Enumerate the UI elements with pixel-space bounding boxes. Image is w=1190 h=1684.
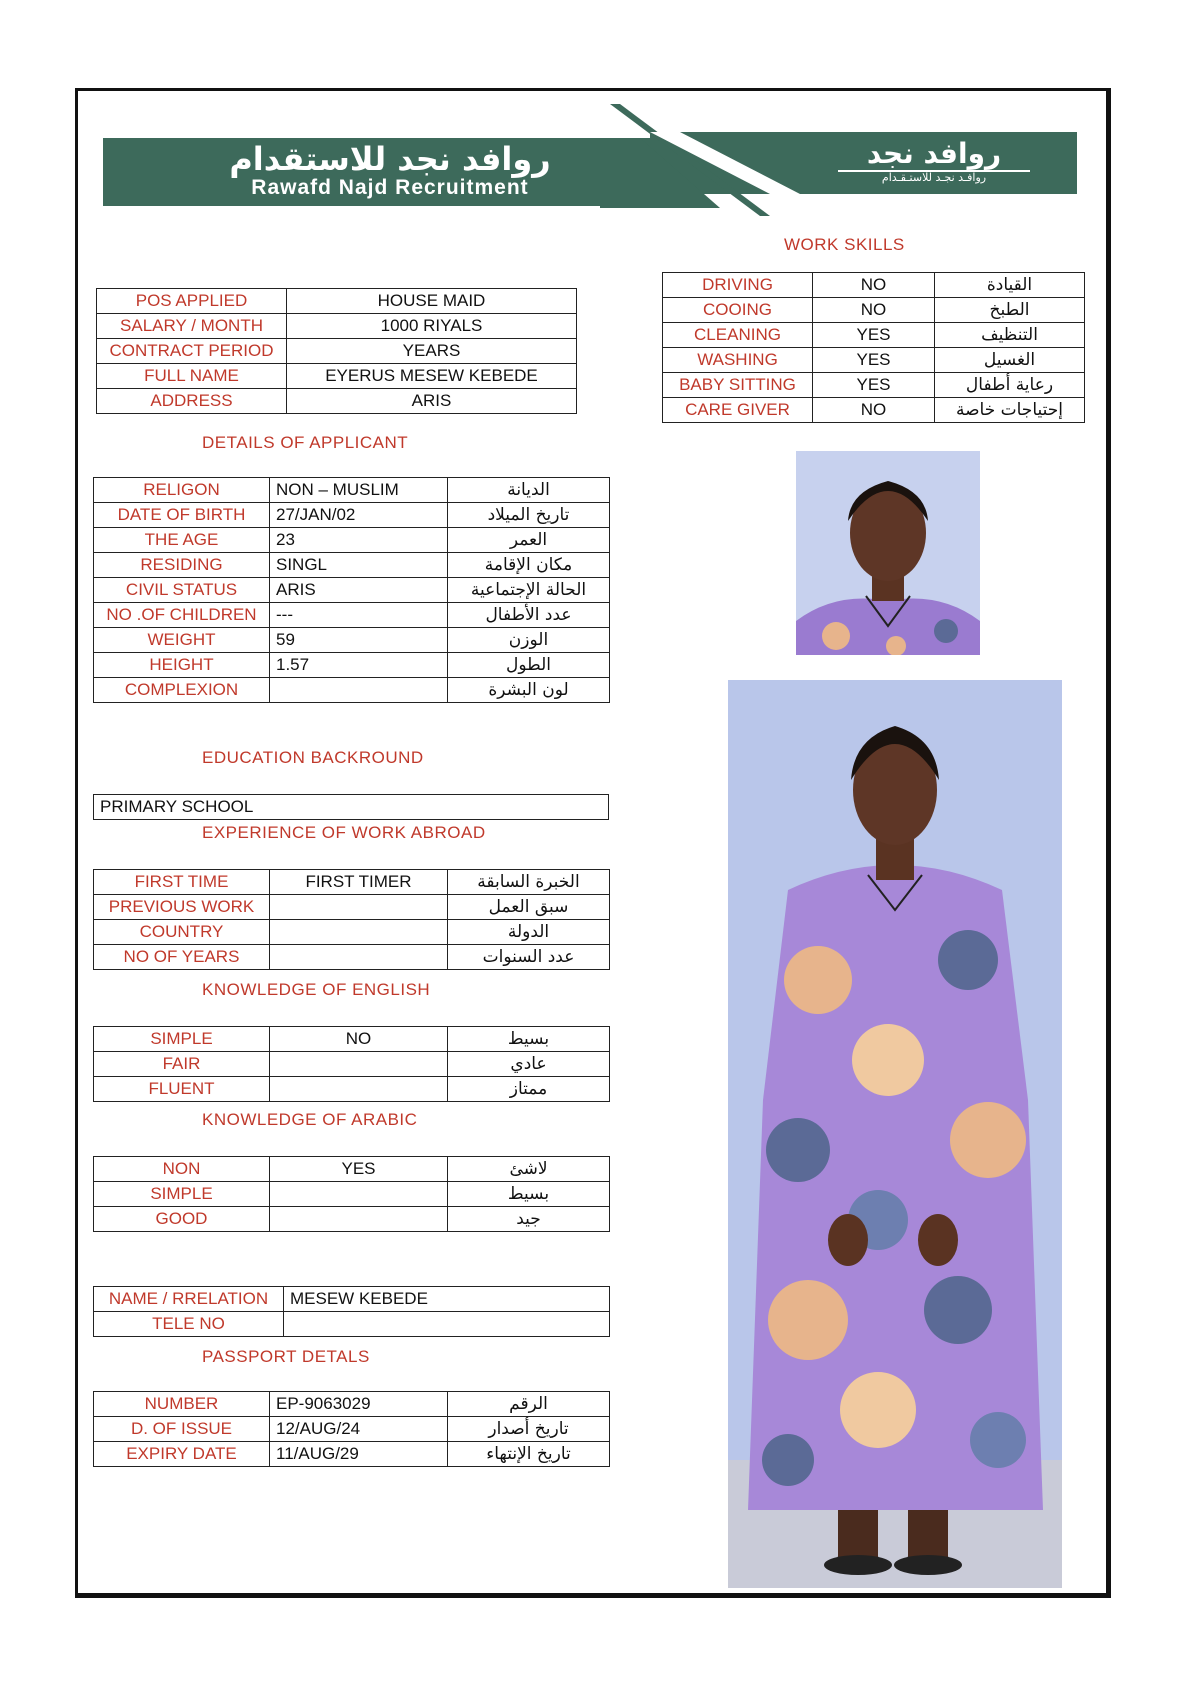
applicant-value: --- xyxy=(270,603,448,628)
applicant-label: NO .OF CHILDREN xyxy=(94,603,270,628)
work-skills-row xyxy=(663,373,1085,398)
work-skills-arabic-label: القيادة xyxy=(935,273,1085,298)
experience-arabic-label: سبق العمل xyxy=(448,895,610,920)
position-label: ADDRESS xyxy=(97,389,287,414)
passport-arabic-label: تاريخ أصدار xyxy=(448,1417,610,1442)
work-skills-label: COOING xyxy=(663,298,813,323)
applicant-arabic-label: عدد الأطفال xyxy=(448,603,610,628)
experience-heading: EXPERIENCE OF WORK ABROAD xyxy=(202,823,486,842)
position-row xyxy=(97,339,577,364)
applicant-value: SINGL xyxy=(270,553,448,578)
relation-table xyxy=(93,1286,610,1337)
company-title-arabic: روافد نجد للاستقدام xyxy=(229,140,551,178)
company-logo xyxy=(826,137,1042,189)
passport-value: 12/AUG/24 xyxy=(270,1417,448,1442)
applicant-row xyxy=(94,628,610,653)
passport-arabic-label: الرقم xyxy=(448,1392,610,1417)
work-skills-label: WASHING xyxy=(663,348,813,373)
arabic-label: GOOD xyxy=(94,1207,270,1232)
work-skills-arabic-label: الطبخ xyxy=(935,298,1085,323)
work-skills-table xyxy=(662,272,1085,423)
arabic-arabic-label: بسيط xyxy=(448,1182,610,1207)
applicant-heading: DETAILS OF APPLICANT xyxy=(202,433,409,452)
applicant-label: THE AGE xyxy=(94,528,270,553)
applicant-value: ARIS xyxy=(270,578,448,603)
relation-label: NAME / RRELATION xyxy=(94,1287,284,1312)
arabic-table xyxy=(93,1156,610,1232)
english-label: FLUENT xyxy=(94,1077,270,1102)
applicant-value: 59 xyxy=(270,628,448,653)
applicant-value xyxy=(270,678,448,703)
applicant-row xyxy=(94,603,610,628)
relation-row xyxy=(94,1287,610,1312)
arabic-row xyxy=(94,1207,610,1232)
applicant-label: RELIGON xyxy=(94,478,270,503)
passport-row xyxy=(94,1392,610,1417)
english-value xyxy=(270,1052,448,1077)
relation-value xyxy=(284,1312,610,1337)
logo-subtext: روافـد نجـد للاستـقـدام xyxy=(881,171,987,184)
applicant-label: DATE OF BIRTH xyxy=(94,503,270,528)
full-body-photo xyxy=(728,680,1062,1588)
english-row xyxy=(94,1077,610,1102)
passport-heading: PASSPORT DETALS xyxy=(202,1347,370,1366)
applicant-row xyxy=(94,478,610,503)
position-table xyxy=(96,288,577,414)
work-skills-label: CLEANING xyxy=(663,323,813,348)
applicant-row xyxy=(94,678,610,703)
arabic-value: YES xyxy=(270,1157,448,1182)
experience-row xyxy=(94,895,610,920)
work-skills-arabic-label: الغسيل xyxy=(935,348,1085,373)
applicant-arabic-label: لون البشرة xyxy=(448,678,610,703)
experience-row xyxy=(94,870,610,895)
work-skills-row xyxy=(663,298,1085,323)
applicant-arabic-label: الديانة xyxy=(448,478,610,503)
position-label: CONTRACT PERIOD xyxy=(97,339,287,364)
work-skills-row xyxy=(663,348,1085,373)
experience-label: NO OF YEARS xyxy=(94,945,270,970)
applicant-row xyxy=(94,578,610,603)
applicant-row xyxy=(94,503,610,528)
english-table xyxy=(93,1026,610,1102)
experience-arabic-label: عدد السنوات xyxy=(448,945,610,970)
applicant-label: HEIGHT xyxy=(94,653,270,678)
experience-value xyxy=(270,945,448,970)
english-heading: KNOWLEDGE OF ENGLISH xyxy=(202,980,431,999)
passport-label: NUMBER xyxy=(94,1392,270,1417)
passport-label: D. OF ISSUE xyxy=(94,1417,270,1442)
logo-text: روافد نجد xyxy=(866,137,1002,170)
work-skills-arabic-label: التنظيف xyxy=(935,323,1085,348)
passport-label: EXPIRY DATE xyxy=(94,1442,270,1467)
passport-arabic-label: تاريخ الإنتهاء xyxy=(448,1442,610,1467)
experience-arabic-label: الدولة xyxy=(448,920,610,945)
arabic-value xyxy=(270,1207,448,1232)
work-skills-row xyxy=(663,273,1085,298)
position-value: HOUSE MAID xyxy=(287,289,577,314)
position-row xyxy=(97,289,577,314)
applicant-table xyxy=(93,477,610,703)
passport-row xyxy=(94,1417,610,1442)
arabic-label: SIMPLE xyxy=(94,1182,270,1207)
arabic-value xyxy=(270,1182,448,1207)
position-value: EYERUS MESEW KEBEDE xyxy=(287,364,577,389)
applicant-arabic-label: العمر xyxy=(448,528,610,553)
position-label: SALARY / MONTH xyxy=(97,314,287,339)
work-skills-label: CARE GIVER xyxy=(663,398,813,423)
work-skills-value: YES xyxy=(813,323,935,348)
position-row xyxy=(97,389,577,414)
education-value: PRIMARY SCHOOL xyxy=(94,795,609,820)
english-arabic-label: بسيط xyxy=(448,1027,610,1052)
experience-row xyxy=(94,945,610,970)
position-value: YEARS xyxy=(287,339,577,364)
work-skills-row xyxy=(663,323,1085,348)
english-label: SIMPLE xyxy=(94,1027,270,1052)
applicant-arabic-label: الطول xyxy=(448,653,610,678)
english-value xyxy=(270,1077,448,1102)
relation-value: MESEW KEBEDE xyxy=(284,1287,610,1312)
applicant-value: 23 xyxy=(270,528,448,553)
work-skills-label: DRIVING xyxy=(663,273,813,298)
arabic-row xyxy=(94,1157,610,1182)
experience-row xyxy=(94,920,610,945)
position-label: POS APPLIED xyxy=(97,289,287,314)
portrait-photo xyxy=(796,451,980,655)
work-skills-label: BABY SITTING xyxy=(663,373,813,398)
position-row xyxy=(97,364,577,389)
applicant-label: COMPLEXION xyxy=(94,678,270,703)
arabic-arabic-label: لاشئ xyxy=(448,1157,610,1182)
experience-value xyxy=(270,895,448,920)
applicant-label: CIVIL STATUS xyxy=(94,578,270,603)
education-heading: EDUCATION BACKROUND xyxy=(202,748,424,767)
work-skills-heading: WORK SKILLS xyxy=(784,235,905,254)
applicant-label: RESIDING xyxy=(94,553,270,578)
arabic-row xyxy=(94,1182,610,1207)
work-skills-row xyxy=(663,398,1085,423)
applicant-value: 1.57 xyxy=(270,653,448,678)
applicant-row xyxy=(94,653,610,678)
passport-value: 11/AUG/29 xyxy=(270,1442,448,1467)
education-table xyxy=(93,794,609,820)
experience-table xyxy=(93,869,610,970)
applicant-value: 27/JAN/02 xyxy=(270,503,448,528)
experience-label: FIRST TIME xyxy=(94,870,270,895)
english-arabic-label: عادي xyxy=(448,1052,610,1077)
arabic-label: NON xyxy=(94,1157,270,1182)
position-row xyxy=(97,314,577,339)
position-value: 1000 RIYALS xyxy=(287,314,577,339)
english-row xyxy=(94,1027,610,1052)
applicant-arabic-label: تاريخ الميلاد xyxy=(448,503,610,528)
experience-label: PREVIOUS WORK xyxy=(94,895,270,920)
work-skills-value: NO xyxy=(813,398,935,423)
applicant-row xyxy=(94,528,610,553)
relation-row xyxy=(94,1312,610,1337)
passport-table xyxy=(93,1391,610,1467)
work-skills-value: NO xyxy=(813,298,935,323)
arabic-heading: KNOWLEDGE OF ARABIC xyxy=(202,1110,418,1129)
position-label: FULL NAME xyxy=(97,364,287,389)
work-skills-arabic-label: رعاية أطفال xyxy=(935,373,1085,398)
work-skills-value: YES xyxy=(813,348,935,373)
english-label: FAIR xyxy=(94,1052,270,1077)
company-title-english: Rawafd Najd Recruitment xyxy=(251,176,529,199)
arabic-arabic-label: جيد xyxy=(448,1207,610,1232)
english-arabic-label: ممتاز xyxy=(448,1077,610,1102)
work-skills-value: NO xyxy=(813,273,935,298)
passport-row xyxy=(94,1442,610,1467)
applicant-label: WEIGHT xyxy=(94,628,270,653)
applicant-arabic-label: الحالة الإجتماعية xyxy=(448,578,610,603)
english-row xyxy=(94,1052,610,1077)
work-skills-value: YES xyxy=(813,373,935,398)
work-skills-arabic-label: إحتياجات خاصة xyxy=(935,398,1085,423)
english-value: NO xyxy=(270,1027,448,1052)
applicant-row xyxy=(94,553,610,578)
applicant-arabic-label: مكان الإقامة xyxy=(448,553,610,578)
position-value: ARIS xyxy=(287,389,577,414)
experience-label: COUNTRY xyxy=(94,920,270,945)
passport-value: EP-9063029 xyxy=(270,1392,448,1417)
experience-arabic-label: الخبرة السابقة xyxy=(448,870,610,895)
relation-label: TELE NO xyxy=(94,1312,284,1337)
applicant-value: NON – MUSLIM xyxy=(270,478,448,503)
applicant-arabic-label: الوزن xyxy=(448,628,610,653)
experience-value xyxy=(270,920,448,945)
experience-value: FIRST TIMER xyxy=(270,870,448,895)
